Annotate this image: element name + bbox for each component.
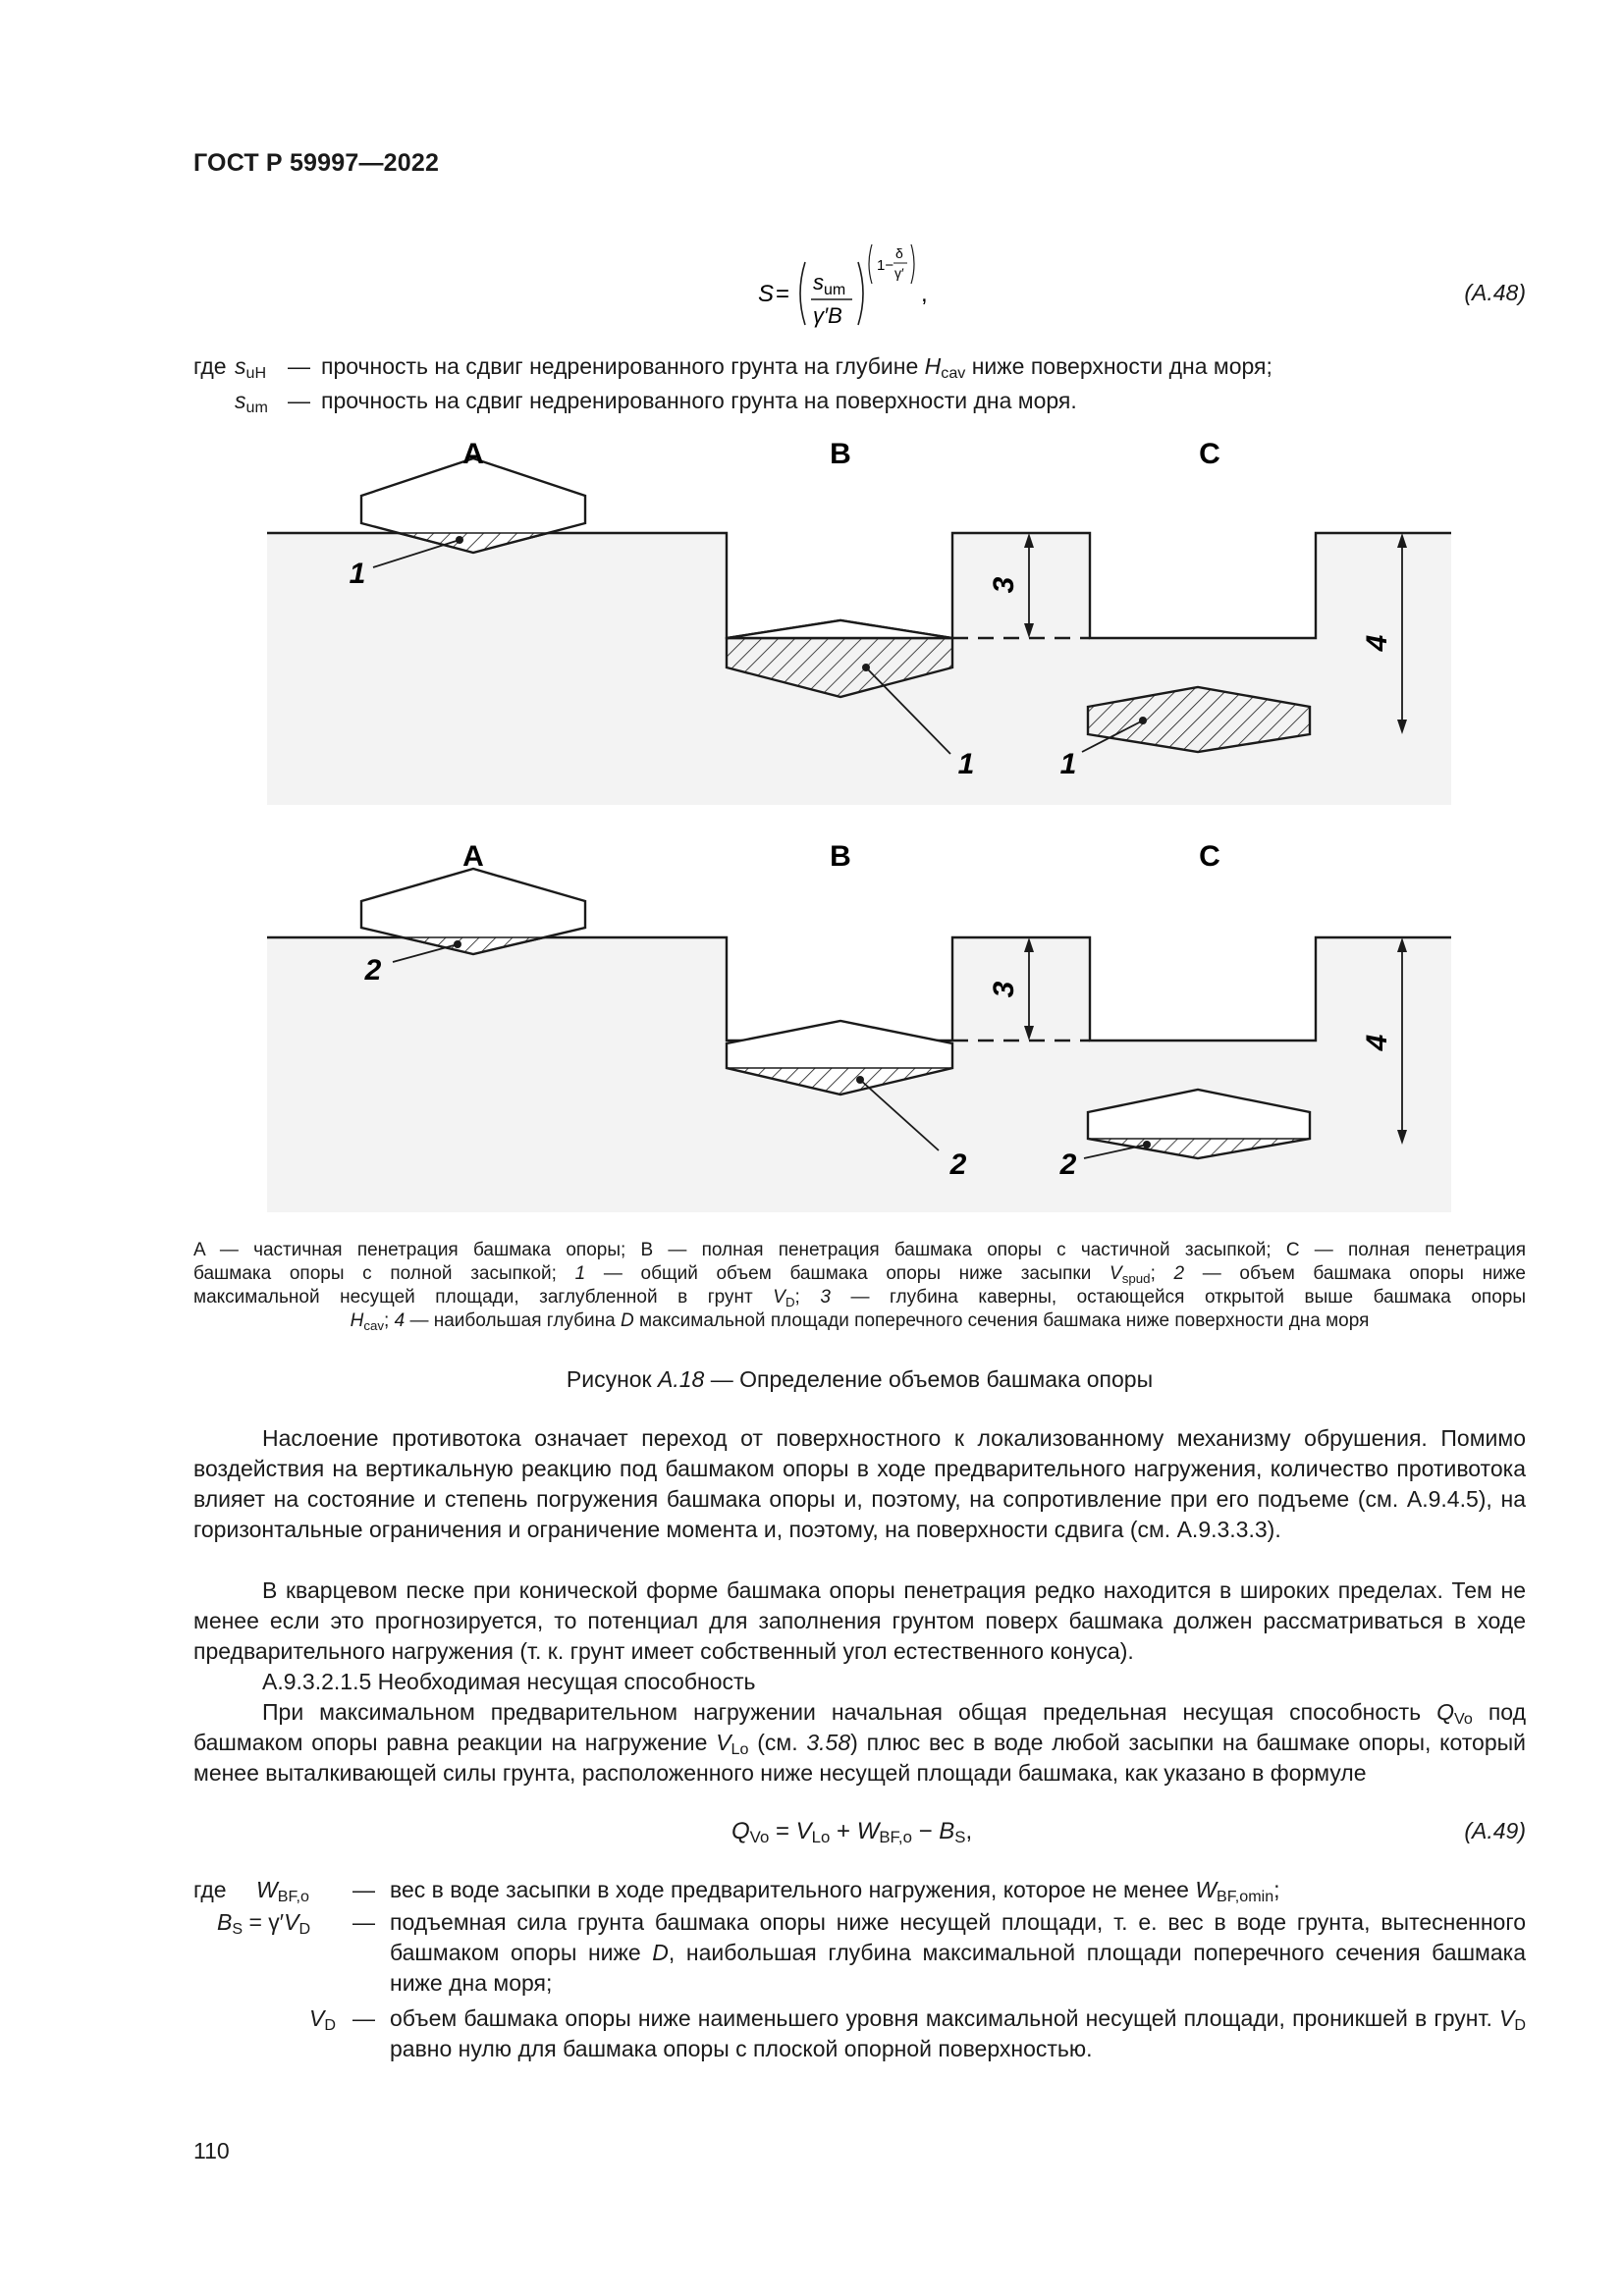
figure-caption: Рисунок A.18 — Определение объемов башмака опоры bbox=[566, 1366, 1154, 1392]
spudcan-b-top bbox=[727, 620, 952, 638]
formula-a48-number: (A.48) bbox=[1464, 280, 1526, 305]
figure-legend bbox=[193, 1239, 1526, 1333]
where-label: где bbox=[193, 353, 227, 379]
definition-text: вес в воде засыпки в ходе предварительного нагружения, которое не менее $W_{BF,omin}$; bbox=[390, 1877, 1280, 1905]
leader-dot bbox=[456, 536, 463, 544]
dimension-label-4: 4 bbox=[1361, 634, 1393, 652]
definition-row bbox=[193, 1875, 1526, 1905]
definition-symbol: $s_{uH}$ bbox=[235, 353, 267, 382]
svg-text:δ: δ bbox=[895, 245, 903, 261]
body-paragraph: В кварцевом песке при конической форме башмака опоры пенетрация редко находится в широких пределах. Тем не менее если это прогнозируется, то потенциал для заполнения грунтом поверх башмака должен рассматриваться в ходе предварительного нагружения (т. к. грунт имеет собственный угол естественного конуса). bbox=[193, 1577, 1526, 1664]
dimension-label-3: 3 bbox=[988, 981, 1020, 998]
formula-a49 bbox=[193, 1818, 1526, 1853]
formula-a48-expression bbox=[758, 240, 994, 339]
definition-symbol: $s_{um}$ bbox=[235, 388, 268, 416]
leader-dot bbox=[454, 940, 461, 948]
panel-label-a: A bbox=[462, 840, 484, 873]
legend-line: $H_{cav}$; 4 — наибольшая глубина D максимальной площади поперечного сечения башмака ниже поверхности дна моря bbox=[350, 1310, 1370, 1333]
figure-top-panel bbox=[267, 438, 1451, 805]
leader-dot bbox=[1143, 1141, 1151, 1148]
definition-dash: — bbox=[288, 353, 310, 379]
panel-label-b: B bbox=[830, 840, 851, 873]
svg-text:s: s bbox=[813, 270, 824, 294]
leader-dot bbox=[856, 1076, 864, 1084]
definition-symbol: $W_{BF,o}$ bbox=[256, 1877, 309, 1905]
legend-line: A — частичная пенетрация башмака опоры; B — полная пенетрация башмака опоры с частичной засыпкой; C — полная пенетрация bbox=[193, 1240, 1526, 1260]
panel-label-c: C bbox=[1199, 840, 1220, 873]
definition-row bbox=[193, 2003, 1526, 2066]
callout-1: 1 bbox=[957, 748, 975, 780]
callout-2: 2 bbox=[1059, 1148, 1077, 1181]
definitions-a49 bbox=[193, 1875, 1526, 2066]
svg-text:1−: 1− bbox=[877, 257, 894, 274]
svg-text:um: um bbox=[824, 282, 846, 298]
formula-a48 bbox=[193, 240, 1526, 339]
callout-2: 2 bbox=[364, 954, 382, 987]
svg-text:γ′B: γ′B bbox=[813, 303, 842, 328]
panel-label-c: C bbox=[1199, 438, 1220, 470]
leader-dot bbox=[1139, 717, 1147, 724]
definition-text: прочность на сдвиг недренированного грунта на поверхности дна моря. bbox=[321, 388, 1077, 413]
where-label: где bbox=[193, 1877, 227, 1902]
section-heading: A.9.3.2.1.5 Необходимая несущая способность bbox=[262, 1669, 756, 1694]
dimension-label-3: 3 bbox=[988, 576, 1020, 594]
body-paragraph: При максимальном предварительном нагружении начальная общая предельная несущая способность $Q_{Vo}$ под башмаком опоры равна реакции на нагружение $V_{Lo}$ (см. 3.58) плюс вес в воде любой засыпки на башмаке опоры, который менее выталкивающей силы грунта, расположенного ниже несущей площади башмака, как указано в формуле bbox=[193, 1699, 1526, 1786]
definition-symbol: $V_D$ bbox=[309, 2005, 336, 2034]
definition-dash: — bbox=[352, 2005, 375, 2031]
definition-dash: — bbox=[352, 1909, 375, 1935]
leader-dot bbox=[862, 664, 870, 671]
callout-2: 2 bbox=[949, 1148, 967, 1181]
definition-dash: — bbox=[352, 1877, 375, 1902]
callout-1: 1 bbox=[1059, 748, 1077, 780]
page-number: 110 bbox=[193, 2138, 230, 2163]
definition-row bbox=[193, 351, 1526, 382]
legend-line: максимальной несущей площади, заглубленной в грунт $V_D$; 3 — глубина каверны, остающейся открытой выше башмака опоры bbox=[193, 1287, 1526, 1309]
figure-bottom-panel bbox=[267, 840, 1451, 1212]
dimension-label-4: 4 bbox=[1361, 1034, 1393, 1051]
definition-text: объем башмака опоры ниже наименьшего уровня максимальной несущей площади, проникшей в грунт. $V_D$ равно нулю для башмака опоры с плоской опорной поверхностью. bbox=[390, 2005, 1526, 2061]
figure-a18 bbox=[0, 422, 1624, 1227]
body-paragraph: Наслоение противотока означает переход от поверхностного к локализованному механизму обрушения. Помимо воздействия на вертикальную реакцию под башмаком опоры в ходе предварительного нагружения, количество противотока влияет на состояние и степень погружения башмака опоры и, поэтому, на сопротивление при его подъеме (см. A.9.4.5), на горизонтальные ограничения и ограничение момента и, поэтому, на поверхности сдвига (см. A.9.3.3.3). bbox=[193, 1425, 1526, 1542]
legend-line: башмака опоры с полной засыпкой; 1 — общий объем башмака опоры ниже засыпки $V_{spud}$; 2 — объем башмака опоры ниже bbox=[193, 1263, 1526, 1286]
definition-symbol: $B_S = \gamma'V_D$ bbox=[217, 1909, 311, 1938]
document-number: ГОСТ Р 59997—2022 bbox=[193, 149, 440, 177]
svg-text:γ′: γ′ bbox=[894, 265, 904, 281]
panel-label-a: A bbox=[462, 438, 484, 470]
formula-a49-expression: $Q_{Vo} = V_{Lo} + W_{BF,o} - B_S$, bbox=[731, 1818, 973, 1846]
definition-row bbox=[193, 1907, 1526, 2002]
formula-a49-number: (A.49) bbox=[1464, 1818, 1526, 1843]
panel-label-b: B bbox=[830, 438, 851, 470]
svg-text:=: = bbox=[776, 281, 790, 307]
callout-1: 1 bbox=[349, 558, 366, 590]
svg-text:S: S bbox=[758, 281, 775, 307]
definition-dash: — bbox=[288, 388, 310, 413]
definition-text: подъемная сила грунта башмака опоры ниже несущей площади, т. е. вес в воде грунта, вытесненного башмаком опоры ниже D, наибольшая глубина максимальной площади поперечного сечения башмака ниже дна моря; bbox=[390, 1909, 1526, 1996]
svg-text:,: , bbox=[921, 281, 928, 307]
definition-text: прочность на сдвиг недренированного грунта на глубине $H_{cav}$ ниже поверхности дна моря; bbox=[321, 353, 1272, 382]
